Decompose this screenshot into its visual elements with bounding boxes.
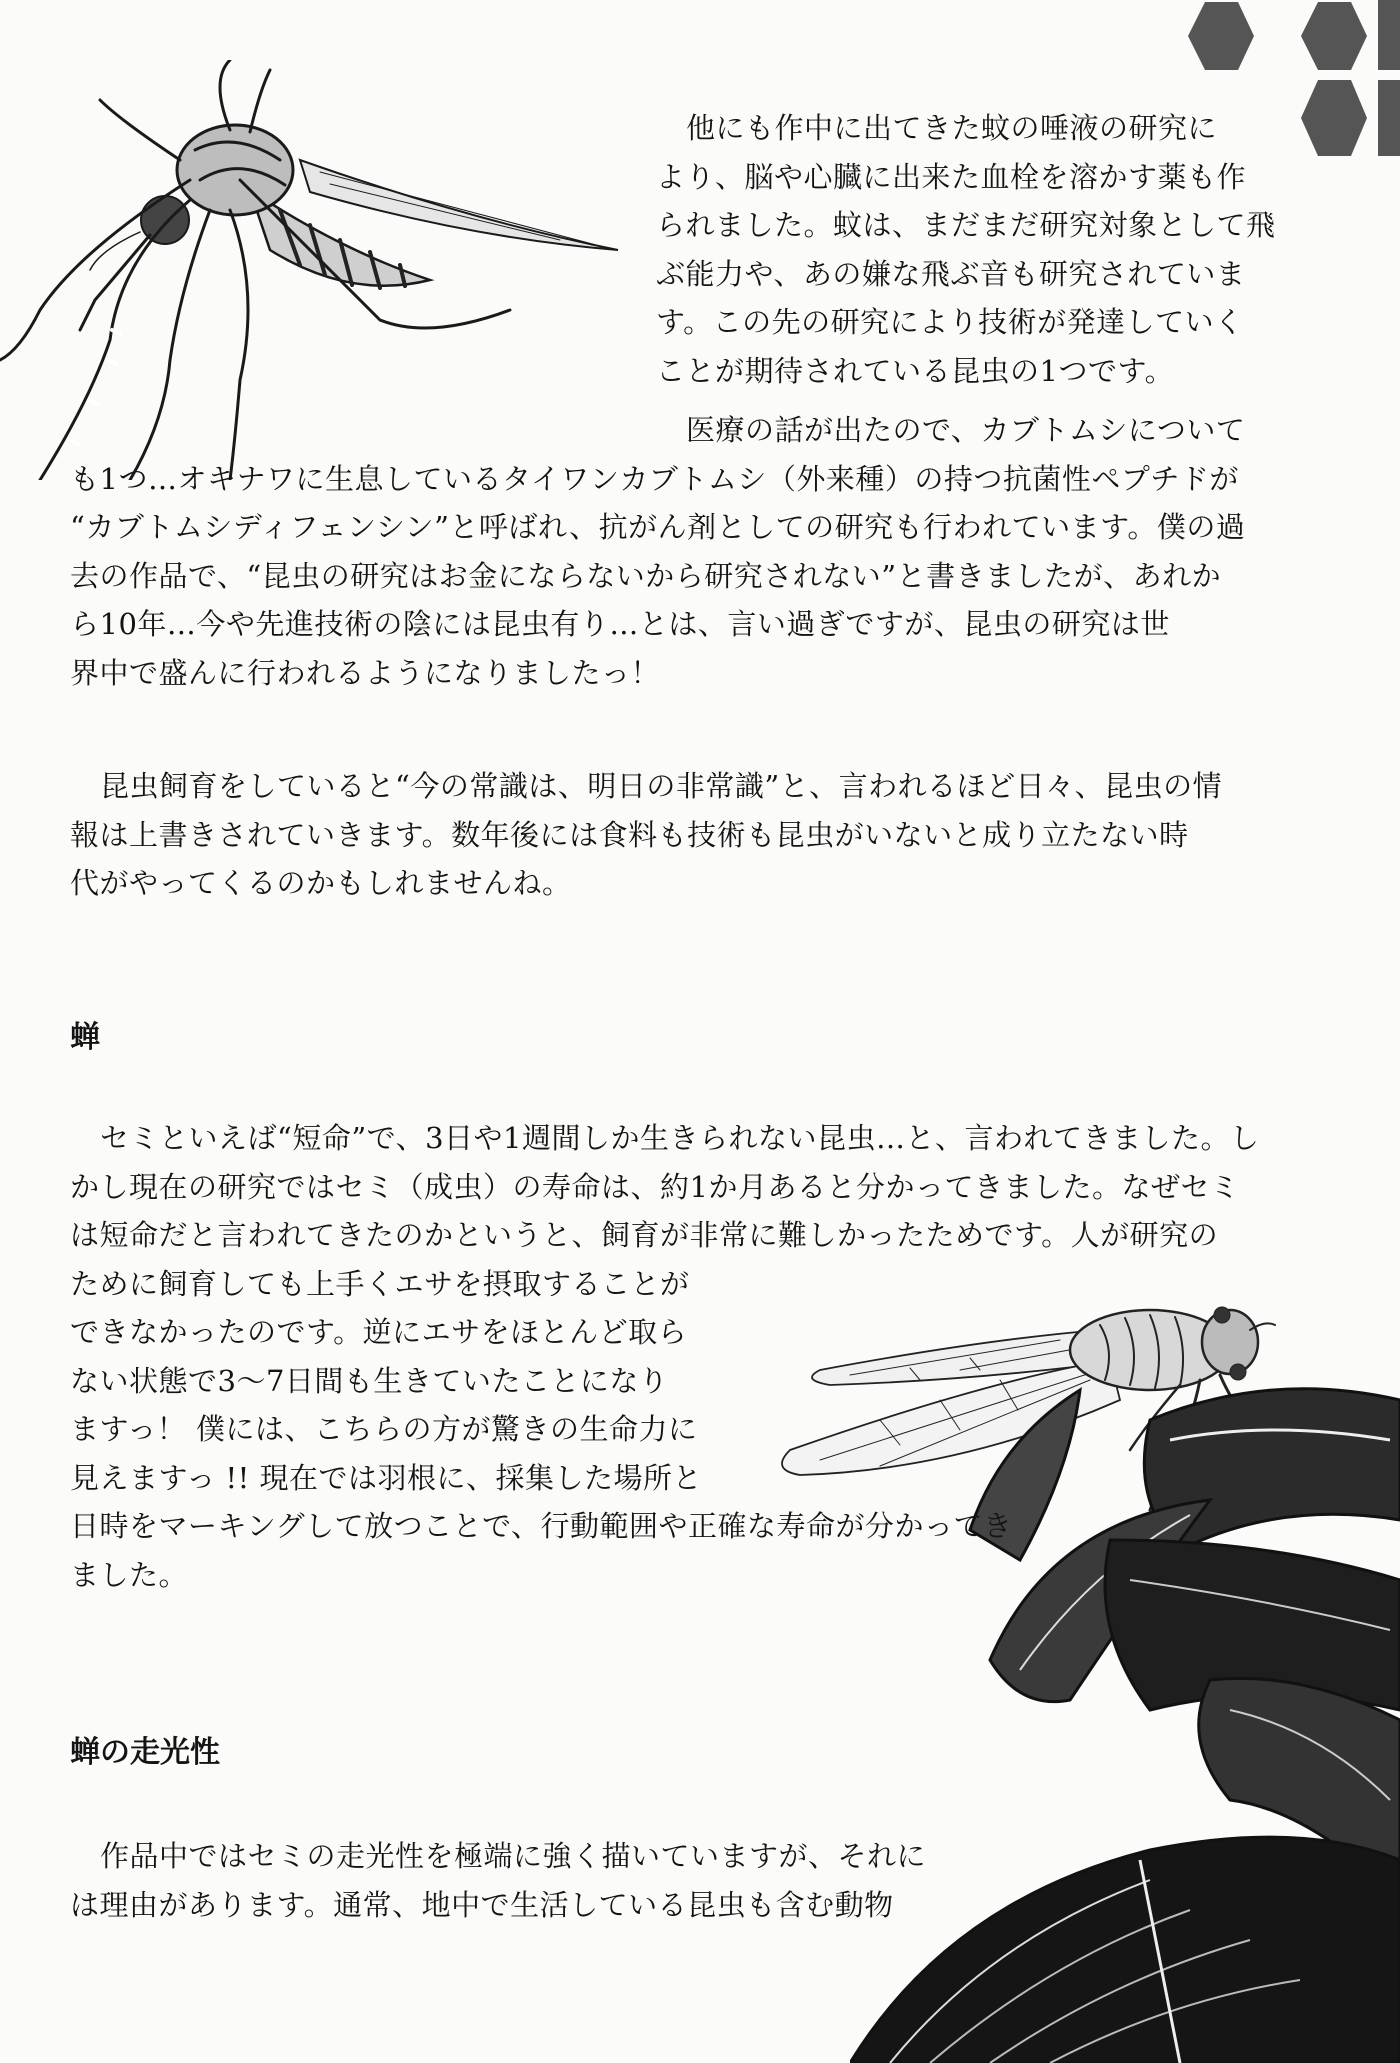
text-line: ら10年…今や先進技術の陰には昆虫有り…とは、言い過ぎですが、昆虫の研究は世 <box>70 607 1170 641</box>
text-line: “カブトムシディフェンシン”と呼ばれ、抗がん剤としての研究も行われています。僕の過 <box>70 510 1246 544</box>
cicada-paragraph <box>70 1114 1259 1599</box>
cicada-heading: 蝉 <box>70 1020 100 1055</box>
text-line: ぶ能力や、あの嫌な飛ぶ音も研究されていま <box>656 256 1246 291</box>
text-line: セミといえば“短命”で、3日や1週間しか生きられない昆虫…と、言われてきました。し <box>100 1121 1260 1155</box>
text-line: 昆虫飼育をしていると“今の常識は、明日の非常識”と、言われるほど日々、昆虫の情 <box>100 769 1223 803</box>
text-line: 医療の話が出たので、カブトムシについて <box>686 413 1246 447</box>
text-line: 界中で盛んに行われるようになりましたっ！ <box>70 655 661 690</box>
text-line: ことが期待されている昆虫の1つです。 <box>656 353 1175 388</box>
text-line: かし現在の研究ではセミ（成虫）の寿命は、約1か月あると分かってきました。なぜセミ <box>70 1169 1240 1204</box>
text-line: できなかったのです。逆にエサをほとんど取ら <box>70 1315 688 1349</box>
text-line: より、脳や心臓に出来た血栓を溶かす薬も作 <box>656 159 1247 194</box>
text-line: 去の作品で、“昆虫の研究はお金にならないから研究されない”と書きましたが、あれか <box>70 558 1222 593</box>
text-line: は短命だと言われてきたのかというと、飼育が非常に難しかったためです。人が研究の <box>70 1218 1219 1252</box>
text-line: 日時をマーキングして放つことで、行動範囲や正確な寿命が分かってき <box>70 1509 1013 1543</box>
phototaxis-paragraph <box>70 1832 926 1929</box>
text-line: ために飼育しても上手くエサを摂取することが <box>70 1266 690 1301</box>
text-line: 他にも作中に出てきた蚊の唾液の研究に <box>686 111 1218 145</box>
mosquito-paragraph-3 <box>70 762 1222 908</box>
text-line: 作品中ではセミの走光性を極端に強く描いていますが、それに <box>100 1839 927 1873</box>
text-line: ない状態で3〜7日間も生きていたことになり <box>70 1363 669 1398</box>
text-line: 代がやってくるのかもしれませんね。 <box>70 866 572 900</box>
mosquito-paragraph-1 <box>656 104 1276 395</box>
mosquito-paragraph-2 <box>70 406 1245 697</box>
text-line: ました。 <box>70 1557 189 1592</box>
text-line: す。この先の研究により技術が発達していく <box>656 305 1244 339</box>
text-line: 見えますっ !! 現在では羽根に、採集した場所と <box>70 1460 703 1495</box>
text-line: は理由があります。通常、地中で生活している昆虫も含む動物 <box>70 1887 894 1922</box>
phototaxis-heading: 蝉の走光性 <box>70 1735 220 1770</box>
text-line: ますっ！ 僕には、こちらの方が驚きの生命力に <box>70 1412 698 1446</box>
text-line: 報は上書きされていきます。数年後には食料も技術も昆虫がいないと成り立たない時 <box>70 817 1189 852</box>
text-line: られました。蚊は、まだまだ研究対象として飛 <box>656 208 1276 242</box>
text-line: も1つ…オキナワに生息しているタイワンカブトムシ（外来種）の持つ抗菌性ペプチドが <box>70 461 1239 496</box>
